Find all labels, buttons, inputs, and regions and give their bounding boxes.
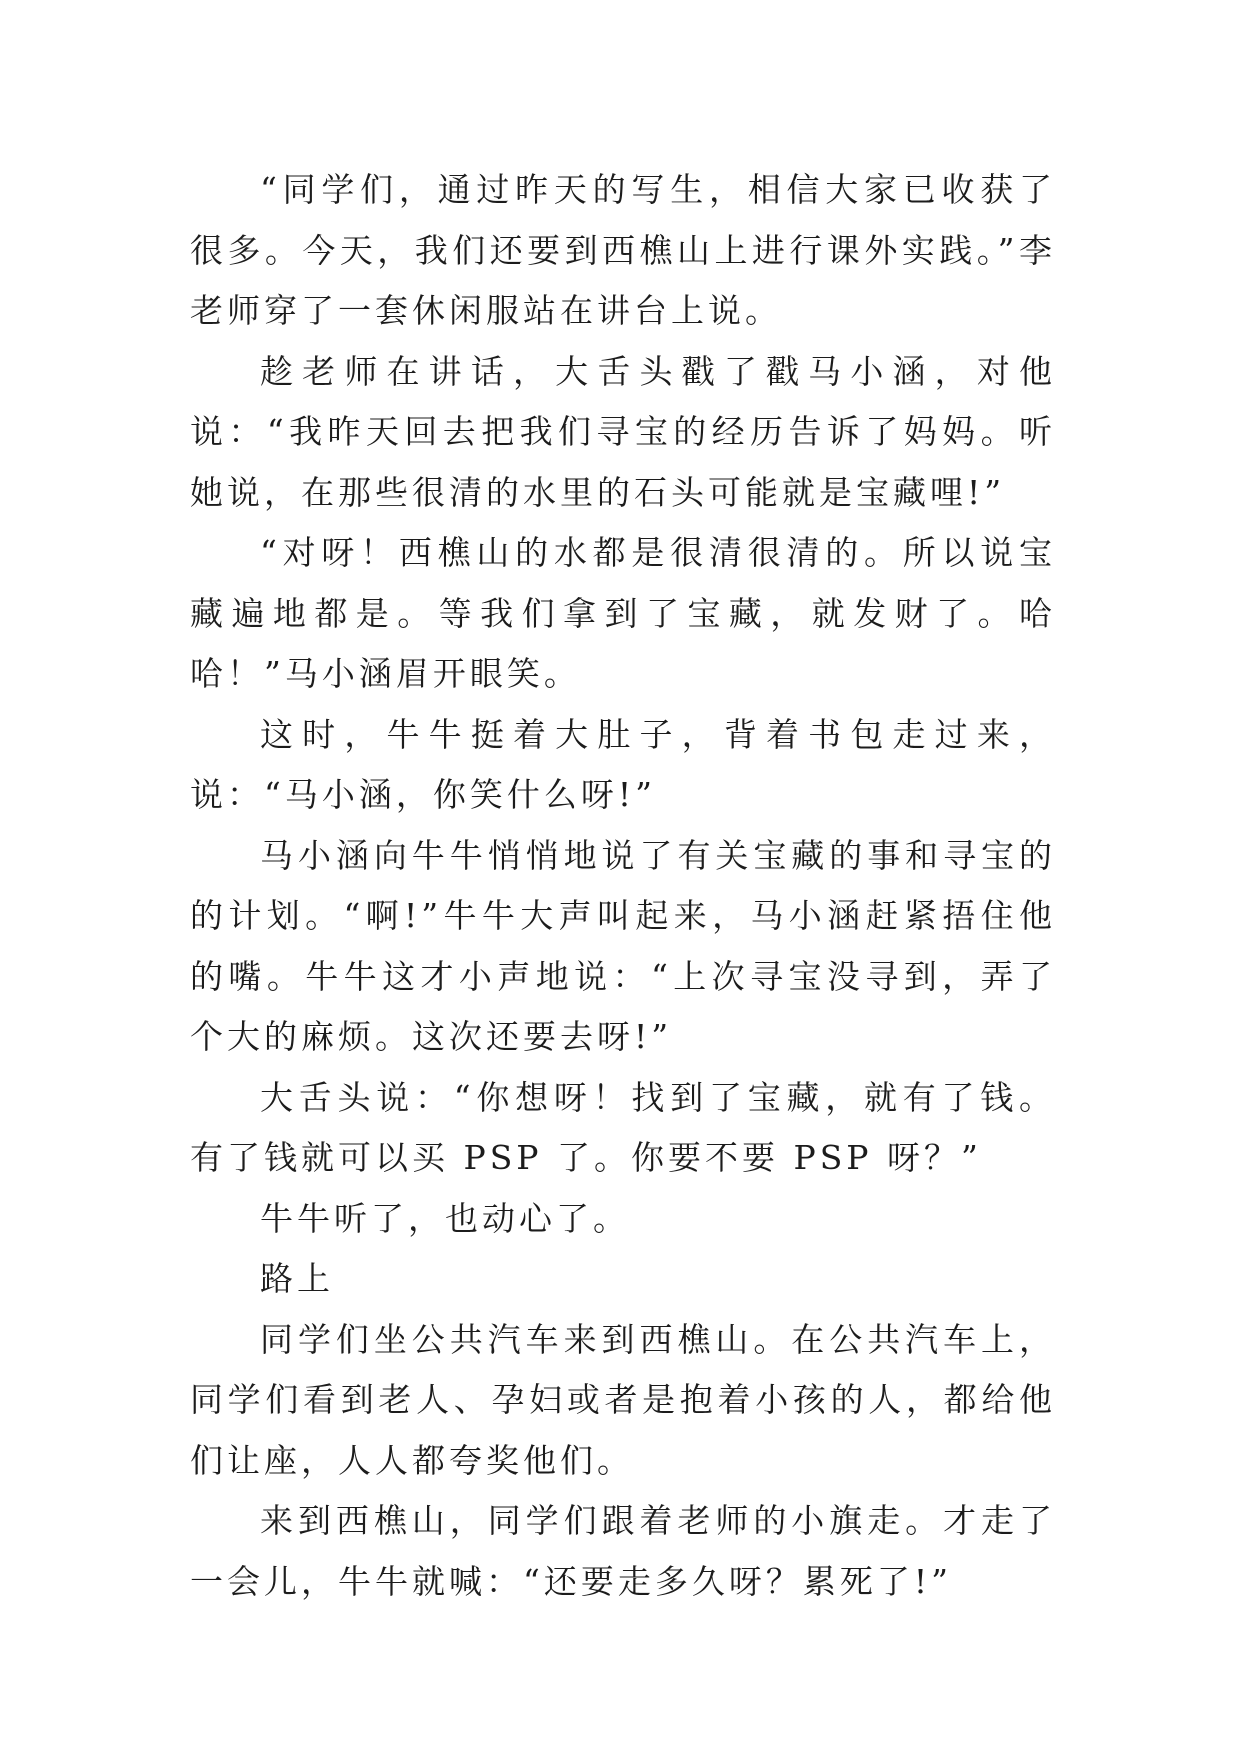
section-heading-on-the-road: 路上	[260, 1259, 334, 1298]
paragraph-plan: 马小涵向牛牛悄悄地说了有关宝藏的事和寻宝的的计划。“啊!”牛牛大声叫起来，马小涵赶紧捂住他的嘴。牛牛这才小声地说：“上次寻宝没寻到，弄了个大的麻烦。这次还要去呀!”	[190, 835, 1056, 1056]
paragraph-whisper: 趁老师在讲话，大舌头戳了戳马小涵，对他说：“我昨天回去把我们寻宝的经历告诉了妈妈。听她说，在那些很清的水里的石头可能就是宝藏哩!”	[190, 351, 1056, 512]
paragraph-intro: “同学们，通过昨天的写生，相信大家已收获了很多。今天，我们还要到西樵山上进行课外实践。”李老师穿了一套休闲服站在讲台上说。	[190, 170, 1056, 330]
paragraph-tired: 来到西樵山，同学们跟着老师的小旗走。才走了一会儿，牛牛就喊：“还要走多久呀？累死了!”	[190, 1501, 1056, 1601]
paragraph-treasure-everywhere: “对呀！西樵山的水都是很清很清的。所以说宝藏遍地都是。等我们拿到了宝藏，就发财了。哈哈！”马小涵眉开眼笑。	[190, 533, 1056, 693]
paragraph-psp: 大舌头说：“你想呀！找到了宝藏，就有了钱。有了钱就可以买 PSP 了。你要不要 PSP 呀？”	[190, 1077, 1056, 1177]
paragraph-bus: 同学们坐公共汽车来到西樵山。在公共汽车上，同学们看到老人、孕妇或者是抱着小孩的人，都给他们让座，人人都夸奖他们。	[190, 1319, 1056, 1480]
paragraph-tempted: 牛牛听了，也动心了。	[260, 1198, 630, 1238]
paragraph-niuniu-arrives: 这时，牛牛挺着大肚子，背着书包走过来，说：“马小涵，你笑什么呀!”	[190, 714, 1056, 814]
document-page	[190, 160, 1056, 1612]
